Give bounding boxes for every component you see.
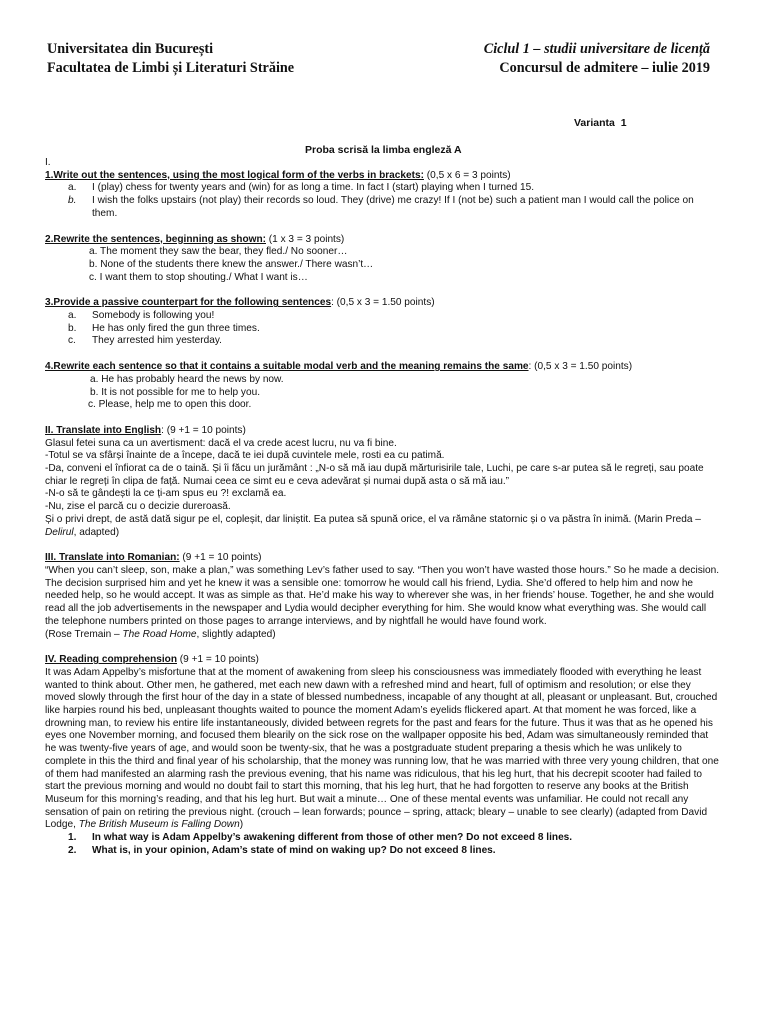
exercise-3-instruction <box>45 297 721 310</box>
exam-content <box>45 157 721 857</box>
item-label: b. <box>68 322 77 334</box>
exercise-2-item-b: b. None of the students there knew the answer./ There wasn’t… <box>89 258 374 270</box>
exercise-2-item-a: a. The moment they saw the bear, they fled./ No sooner… <box>89 246 348 258</box>
section-2-line: -Nu, zise el parcă cu o decizie dureroasă. <box>45 501 231 513</box>
exercise-4-instruction <box>45 361 721 374</box>
item-text: I (play) chess for twenty years and (win) for as long a time. In fact I (start) playing when I turned 15. <box>92 182 535 194</box>
exercise-4-heading: 4.Rewrite each sentence so that it contains a suitable modal verb and the meaning remains the same <box>45 361 529 373</box>
faculty-name: Facultatea de Limbi și Literaturi Străine <box>47 60 295 76</box>
exercise-2-heading: 2.Rewrite the sentences, beginning as shown: <box>45 233 266 245</box>
section-4-source-tail: ) <box>239 819 244 831</box>
exercise-1-heading: 1.Write out the sentences, using the most logical form of the verbs in brackets: <box>45 169 424 181</box>
section-4-heading: IV. Reading comprehension <box>45 654 177 666</box>
section-2-last-text: Și o privi drept, de astă dată sigur pe el, copleșit, dar liniștit. Ea putea să spună orice, el va rămâne statornic și o va păstra în inimă. (Marin Preda – <box>45 513 701 525</box>
exercise-3-item-b <box>45 323 721 336</box>
section-2-heading: II. Translate into English <box>45 424 162 436</box>
section-2-last-line <box>45 514 721 539</box>
section-3-heading: III. Translate into Romanian: <box>45 552 180 564</box>
exercise-2-instruction <box>45 234 721 247</box>
question-text: In what way is Adam Appelby’s awakening different from those of other men? Do not exceed 8 lines. <box>92 832 573 844</box>
section-2-line: -N-o să te gândești la ce ți-am spus eu ?! exclamă ea. <box>45 488 287 500</box>
section-3-source-pre: (Rose Tremain – <box>45 628 123 640</box>
exercise-3-heading: 3.Provide a passive counterpart for the following sentences <box>45 297 332 309</box>
section-4-points: (9 +1 = 10 points) <box>177 654 259 666</box>
exercise-3-item-c <box>45 335 721 348</box>
item-text: He has only fired the gun three times. <box>92 322 260 334</box>
exercise-2-item-c: c. I want them to stop shouting./ What I want is… <box>89 271 308 283</box>
section-4-source-title: The British Museum is Falling Down <box>78 819 240 831</box>
exercise-1-instruction <box>45 170 721 183</box>
section-2-line: -Da, conveni el înfiorat ca de o taină. Și îi făcu un jurământ : „N-o să mă iau după mărturisirile tale, Luchi, pe care s-ar putea să le regreți, sau poate chiar le regreți în clipa de față. Numai ceea ce simt eu e ceva adevărat și numai după asta o să mă iau.” <box>45 463 704 487</box>
section-3-instruction <box>45 552 721 565</box>
question-label: 2. <box>68 844 77 856</box>
exercise-1-item-b <box>45 195 721 220</box>
section-4-passage: It was Adam Appelby’s misfortune that at the moment of awakening from sleep his consciousness was immediately flooded with everything he least wanted to think about. Other men, he gathered, met each new dawn with a refreshed mind and heart, full of optimism and resolution; or else they moved slowly through the first hour of the day in a state of blessed numbedness, incapable of any thought at all, pleasant or unpleasant. But, crouched like harpies round his bed, unpleasant thoughts waited to pounce the moment Adam’s eyelids flickered apart. At that moment he was forced, like a drowning man, to review his entire life instantaneously, divided between regrets for the past and fears for the future. Thus it was that as he opened his eyes one November morning, and focused them blearily on the sick rose on the wallpaper opposite his bed, Adam was simultaneously reminded that he was twenty-five years of age, and would soon be twenty-six, that he was a postgraduate student preparing a thesis which he was unlikely to complete in this the third and final year of his scholarship, that the money was running low, that he was married with three very young children, that one of them had manifested an alarming rash the previous evening, that his name was ridiculous, that his leg hurt, that his decrepit scooter had failed to start the previous morning and would no doubt fail to start this morning, that his leg hurt, that he had forgotten to reserve any books at the British Museum for this morning’s reading, and that his leg hurt. But wait a minute… One of these mental events was unfamiliar. He could not recall any sensation of pain on retiring the previous night. (crouch – lean forwards; pounce – spring, attack; bleary – unable to see clearly) (adapted from David Lodge, <box>45 666 719 831</box>
section-3-text: “When you can’t sleep, son, make a plan,” was something Lev’s father used to say. “Then you won’t have wasted those hours.” So he made a decision. The decision surprised him and yet he knew it was a sensible one: tomorrow he would call his friend, Lydia. She’d offered to help him and now he needed help, so he would accept. It was as simple as that. He’d make his way to wherever she was, in her friends’ house. Together, he and she would read all the job advertisements in the newspaper and Lydia would decipher everything for him. She would know what everything was. She would call the telephone numbers printed on those pages to arrange interviews, and by nightfall he would have found work. <box>45 564 720 627</box>
section-3-source-tail: , slightly adapted) <box>196 628 276 640</box>
section-2-source-title: Delirul <box>45 526 74 538</box>
section-2-source-tail: , adapted) <box>73 526 120 538</box>
item-text: Somebody is following you! <box>92 310 215 322</box>
exercise-4-points: : (0,5 x 3 = 1.50 points) <box>528 361 633 373</box>
exercise-4-item-c: c. Please, help me to open this door. <box>88 399 252 411</box>
exam-title: Proba scrisă la limba engleză A <box>305 144 462 156</box>
exercise-4-item-b: b. It is not possible for me to help you. <box>90 386 261 398</box>
exercise-1-item-a <box>45 182 721 195</box>
item-label: c. <box>68 335 76 347</box>
section-4-instruction <box>45 654 721 667</box>
university-name: Universitatea din București <box>47 41 214 57</box>
study-cycle: Ciclul 1 – studii universitare de licență <box>483 41 710 57</box>
exercise-3-points: : (0,5 x 3 = 1.50 points) <box>331 297 435 309</box>
item-text: They arrested him yesterday. <box>92 335 222 347</box>
question-text: What is, in your opinion, Adam’s state of mind on waking up? Do not exceed 8 lines. <box>92 844 496 856</box>
section-2-line: Glasul fetei suna ca un avertisment: dacă el va crede acest lucru, nu va fi bine. <box>45 437 397 449</box>
section-3-source-title: The Road Home <box>122 628 197 640</box>
item-text: I wish the folks upstairs (not play) their records so loud. They (drive) me crazy! If I (not be) such a patient man I would call the police on them. <box>92 195 694 219</box>
question-1 <box>45 832 721 845</box>
item-label: b. <box>68 195 77 207</box>
exercise-3-item-a <box>45 310 721 323</box>
section-1-numeral: I. <box>45 157 51 168</box>
item-label: a. <box>68 310 77 322</box>
section-2-instruction <box>45 425 721 438</box>
section-4-text <box>45 667 721 832</box>
variant-label: Varianta 1 <box>574 117 627 129</box>
exercise-4-item-a: a. He has probably heard the news by now. <box>90 373 284 385</box>
section-3-source <box>45 629 721 642</box>
exercise-1-points: (0,5 x 6 = 3 points) <box>423 169 511 181</box>
section-2-line: -Totul se va sfârși înainte de a începe, dacă te iei după cuvintele mele, rosti ea cu patimă. <box>45 450 445 462</box>
question-label: 1. <box>68 832 77 844</box>
item-label: a. <box>68 182 77 194</box>
exam-session: Concursul de admitere – iulie 2019 <box>499 60 710 76</box>
section-3-points: (9 +1 = 10 points) <box>179 552 262 564</box>
question-2 <box>45 845 721 858</box>
exercise-2-points: (1 x 3 = 3 points) <box>266 233 345 245</box>
section-2-points: : (9 +1 = 10 points) <box>161 424 246 436</box>
